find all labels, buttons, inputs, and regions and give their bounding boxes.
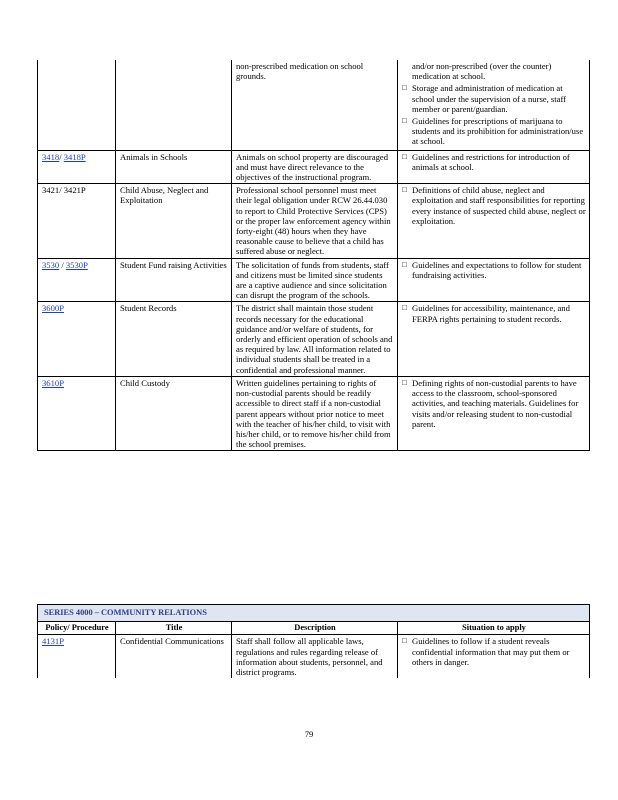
situation-cell (398, 376, 590, 450)
column-header-row (38, 622, 590, 635)
situation-cell (398, 302, 590, 376)
situation-item: □ Definitions of child abuse, neglect and exploitation and staff responsibilities for reporting every instance of suspected child abuse, neglect or exploitation. (402, 185, 586, 226)
title-cell: Animals in Schools (116, 150, 232, 184)
table-row (38, 184, 590, 258)
situation-list (402, 61, 586, 147)
situation-list (402, 260, 586, 280)
header-description: Description (232, 622, 398, 635)
header-title: Title (116, 622, 232, 635)
title-cell: Child Custody (116, 376, 232, 450)
situation-list (402, 152, 586, 172)
description-cell: The solicitation of funds from students, staff and citizens must be limited since students are a captive audience and since solicitation can disrupt the program of the schools. (232, 258, 398, 302)
policy-table-series-4000 (37, 604, 590, 678)
situation-item: □ Guidelines for accessibility, maintenance, and FERPA rights pertaining to student records. (402, 303, 586, 323)
table-row (38, 150, 590, 184)
header-policy: Policy/ Procedure (38, 622, 116, 635)
policy-text: / (59, 151, 64, 162)
policy-cell (38, 376, 116, 450)
description-cell: Professional school personnel must meet their legal obligation under RCW 26.44.030 to report to Child Protective Services (CPS) or the proper law enforcement agency within forty-eight (48) hours when they have reasonable cause to believe that a child has suffered abuse or neglect. (232, 184, 398, 258)
title-cell (116, 60, 232, 150)
title-cell: Student Records (116, 302, 232, 376)
policy-link[interactable]: 3530 (42, 259, 60, 270)
situation-item: and/or non-prescribed (over the counter) medication at school. (412, 61, 552, 82)
title-cell: Child Abuse, Neglect and Exploitation (116, 184, 232, 258)
situation-cell (398, 150, 590, 184)
policy-link[interactable]: 3610P (42, 377, 64, 388)
description-cell: Animals on school property are discouraged and must have direct relevance to the objectives of the instructional program. (232, 150, 398, 184)
policy-cell (38, 302, 116, 376)
situation-cell (398, 635, 590, 678)
policy-link[interactable]: 4131P (42, 636, 64, 647)
table-row (38, 60, 590, 150)
table-row (38, 635, 590, 678)
situation-item: □ Storage and administration of medication at school under the supervision of a nurse, staff member or parent/guardian. (402, 83, 586, 114)
policy-text: / (59, 259, 66, 270)
policy-link[interactable]: 3600P (42, 303, 64, 314)
situation-list (402, 303, 586, 323)
page-number: 79 (304, 729, 314, 739)
policy-link[interactable]: 3530P (65, 259, 88, 270)
policy-cell (38, 258, 116, 302)
description-cell: Staff shall follow all applicable laws, regulations and rules regarding release of information about students, personnel, and district programs. (232, 635, 398, 678)
situation-item: □ Guidelines and restrictions for introduction of animals at school. (402, 152, 586, 172)
situation-cell (398, 60, 590, 150)
situation-list (402, 636, 586, 667)
policy-cell (38, 60, 116, 150)
description-cell: non-prescribed medication on school grounds. (232, 60, 398, 150)
series-header-row (38, 605, 590, 622)
situation-item: □ Guidelines for prescriptions of marijuana to students and its prohibition for administration/use at school. (402, 116, 586, 147)
policy-link[interactable]: 3418P (63, 151, 86, 162)
situation-item: □ Guidelines and expectations to follow for student fundraising activities. (402, 260, 586, 280)
policy-cell (38, 150, 116, 184)
policy-link[interactable]: 3418 (42, 151, 60, 162)
title-cell: Student Fund raising Activities (116, 258, 232, 302)
situation-cell (398, 184, 590, 258)
description-cell: The district shall maintain those student records necessary for the educational guidance and/or welfare of students, for orderly and efficient operation of schools and as required by law. All information related to individual students shall be treated in a confidential and professional manner. (232, 302, 398, 376)
situation-cell (398, 258, 590, 302)
situation-item: □ Guidelines to follow if a student reveals confidential information that may put them or others in danger. (402, 636, 586, 667)
header-situation: Situation to apply (398, 622, 590, 635)
policy-text: 3421/ 3421P (42, 185, 86, 196)
table-row (38, 302, 590, 376)
situation-item: □ Defining rights of non-custodial parents to have access to the classroom, school-sponsored activities, and teaching materials. Guidelines for visits and/or releasing student to non-custodial parent. (402, 378, 586, 429)
situation-list (402, 378, 586, 429)
title-cell: Confidential Communications (116, 635, 232, 678)
table-row (38, 258, 590, 302)
series-title: SERIES 4000 – COMMUNITY RELATIONS (38, 605, 590, 622)
description-cell: Written guidelines pertaining to rights of non-custodial parents should be readily accessible to direct staff if a non-custodial parent appears without prior notice to meet with the teacher of his/her child, to visit with his/her child, or to remove his/her child from the school premises. (232, 376, 398, 450)
table-row (38, 376, 590, 450)
policy-table-series-3000 (37, 60, 590, 451)
policy-cell (38, 184, 116, 258)
situation-list (402, 185, 586, 226)
policy-cell (38, 635, 116, 678)
